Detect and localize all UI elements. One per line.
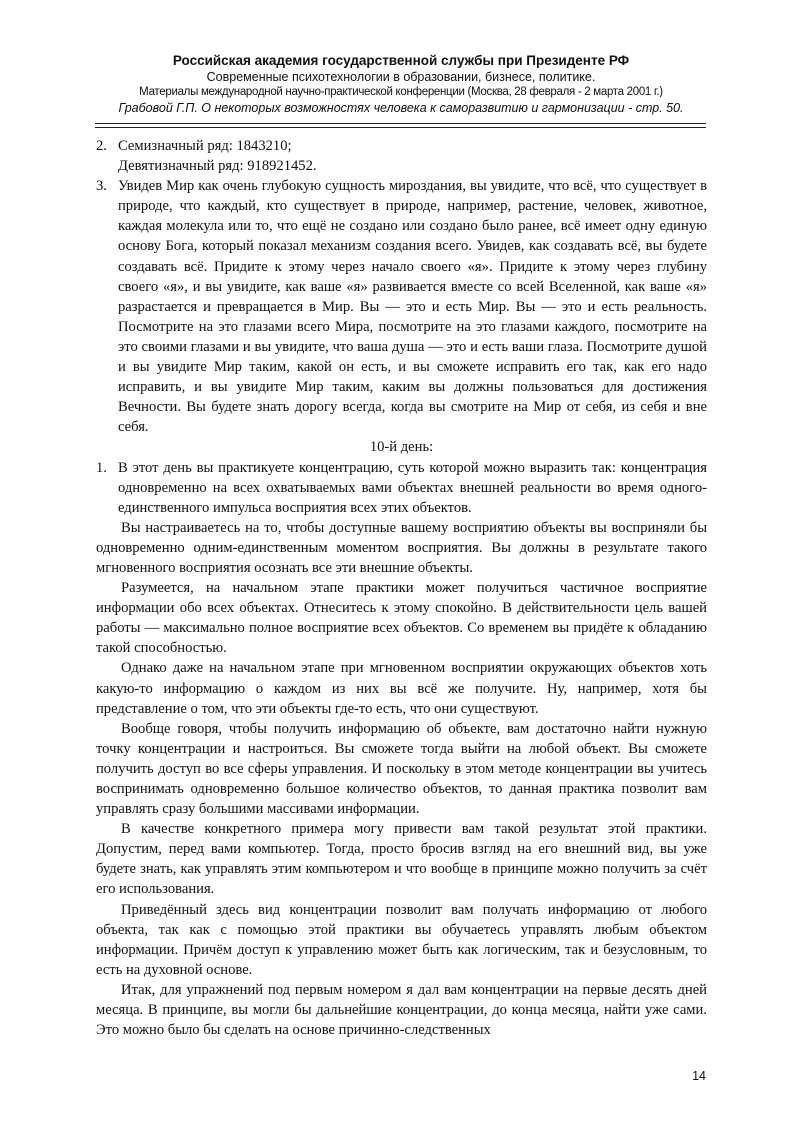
- list-item-text: В этот день вы практикуете концентрацию, суть которой можно выразить так: концентрация одновременно на всех охватываемых вами объектах внешней реальности во время одного-единственного импульса восприятия всех этих объектов.: [118, 459, 707, 516]
- header-subtitle: Современные психотехнологии в образовании, бизнесе, политике.: [206, 70, 596, 84]
- page-header: [95, 52, 707, 116]
- seven-digit-row: Семизначный ряд: 1843210;: [118, 138, 292, 154]
- paragraph: Вообще говоря, чтобы получить информацию об объекте, вам достаточно найти нужную точку концентрации и настроиться. Вы сможете тогда выйти на любой объект. Вы сможете получить доступ во все сферы управления. И поскольку в этом методе концентрации вы учитесь воспринимать одновременно большое количество объектов, то данная практика позволит вам управлять сразу большими массивами информации.: [96, 720, 707, 818]
- header-rule-top: [95, 123, 706, 124]
- paragraph: Приведённый здесь вид концентрации позволит вам получать информацию от любого объекта, так как с помощью этой практики вы обучаетесь управлять любым объектом информации. Причём доступ к управлению может быть как логическим, так и безусловным, то есть на духовной основе.: [96, 901, 707, 978]
- list-number: 1.: [96, 459, 107, 476]
- header-materials: Материалы международной научно-практической конференции (Москва, 28 февраля - 2 марта 2001 г.): [139, 86, 663, 98]
- header-author: Грабовой Г.П. О некоторых возможностях человека к саморазвитию и гармонизации - стр. 50.: [118, 101, 684, 115]
- paragraph: Вы настраиваетесь на то, чтобы доступные вашему восприятию объекты вы восприняли бы одновременно одним-единственным моментом восприятия. Вы должны в результате такого мгновенного восприятия осознать все эти внешние объекты.: [96, 519, 707, 576]
- paragraph: Разумеется, на начальном этапе практики может получиться частичное восприятие информации обо всех объектах. Отнеситесь к этому спокойно. В действительности цель вашей работы — максимально полное восприятие всех объектов. Со временем вы придёте к обладанию такой способностью.: [96, 580, 707, 657]
- page-number: 14: [692, 1069, 706, 1083]
- list-number: 2.: [96, 138, 107, 154]
- list-item-3: [96, 176, 707, 437]
- list-item-2: [96, 136, 707, 176]
- nine-digit-row: Девятизначный ряд: 918921452.: [118, 158, 317, 175]
- page-body: [96, 136, 707, 1040]
- paragraph: Итак, для упражнений под первым номером я дал вам концентрации на первые десять дней месяца. В принципе, вы могли бы дальнейшие концентрации, до конца месяца, найти уже сами. Это можно было бы сделать на основе причинно-следственных: [96, 981, 707, 1039]
- list-item-1: [96, 458, 707, 518]
- paragraph: В качестве конкретного примера могу привести вам такой результат этой практики. Допустим, перед вами компьютер. Тогда, просто бросив взгляд на его внешний вид, вы уже будете знать, как управлять этим компьютером и что вообще в принципе можно получить за счёт его использования.: [96, 821, 707, 898]
- header-rule-bottom: [95, 127, 706, 128]
- list-item-text: Увидев Мир как очень глубокую сущность мироздания, вы увидите, что всё, что существует в природе, что каждый, кто существует в природе, например, растение, человек, животное, каждая молекула или то, что ещё не создано или создано было ранее, всё имеет одну единую основу Бога, который показал механизм создания всего. Увидев, как создавать всё, вы будете создавать всё. Придите к этому через начало своего «я». Придите к этому через глубину своего «я», и вы увидите, как ваше «я» развивается вместе со всей Вселенной, как ваше «я» разрастается и превращается в Мир. Вы — это и есть Мир. Вы — это и есть реальность. Посмотрите на это глазами всего Мира, посмотрите на это глазами каждого, посмотрите на это своими глазами и вы увидите, что ваша душа — это и есть ваши глаза. Посмотрите душой и вы увидите Мир таким, какой он есть, и вы сможете исправить его так, как его надо исправить, и вы увидите Мир таким, каким вы должны пользоваться для достижения Вечности. Вы будете знать дорогу всегда, когда вы смотрите на Мир от себя, из себя и вне себя.: [118, 178, 707, 436]
- list-number: 3.: [96, 178, 107, 195]
- paragraph: Однако даже на начальном этапе при мгновенном восприятии окружающих объектов хоть какую-то информацию о каждом из них вы всё же получите. Ну, например, хотя бы представление о том, что эти объекты где-то есть, что они существуют.: [96, 660, 707, 717]
- day-heading: 10-й день:: [369, 439, 434, 456]
- header-title: Российская академия государственной службы при Президенте РФ: [172, 53, 630, 68]
